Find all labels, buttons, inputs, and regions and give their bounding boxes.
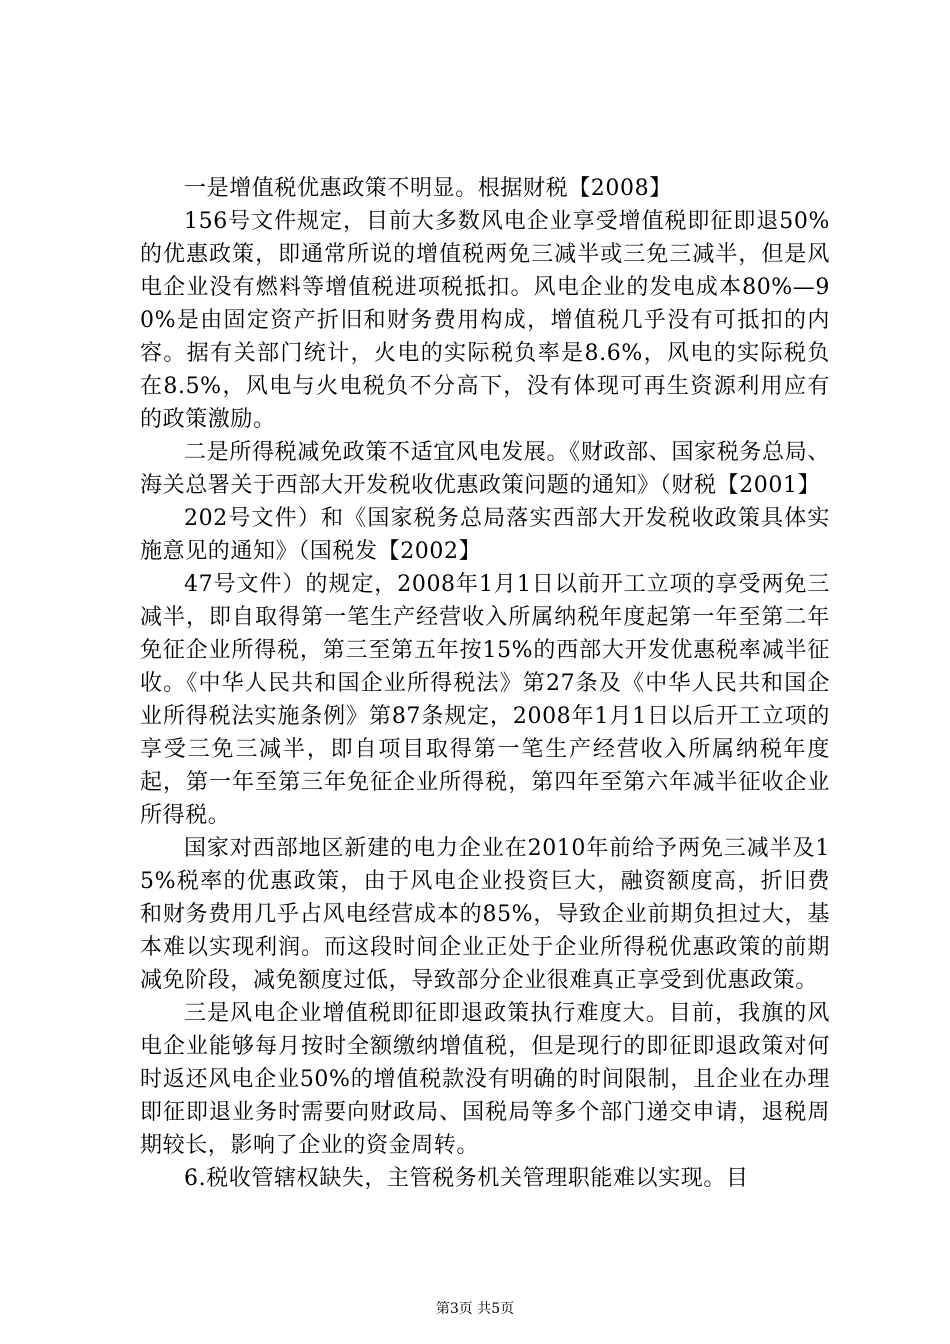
- paragraph-3: 二是所得税减免政策不适宜风电发展。《财政部、国家税务总局、海关总署关于西部大开发税收优惠政策问题的通知》（财税【2001】: [140, 440, 830, 498]
- paragraph-8: 6.税收管辖权缺失，主管税务机关管理职能难以实现。目: [184, 1166, 749, 1191]
- body-text: [140, 172, 830, 1195]
- paragraph-1: 一是增值税优惠政策不明显。根据财税【2008】: [184, 176, 672, 201]
- paragraph-4: 202号文件）和《国家税务总局落实西部大开发税收政策具体实施意见的通知》（国税发【2002】: [140, 506, 830, 564]
- page-footer: 第3页 共5页: [435, 1301, 515, 1317]
- paragraph-6: 国家对西部地区新建的电力企业在2010年前给予两免三减半及15%税率的优惠政策，由于风电企业投资巨大，融资额度高，折旧费和财务费用几乎占风电经营成本的85%，导致企业前期负担过大，基本难以实现利润。而这段时间企业正处于企业所得税优惠政策的前期减免阶段，减免额度过低，导致部分企业很难真正享受到优惠政策。: [140, 836, 830, 993]
- paragraph-2: 156号文件规定，目前大多数风电企业享受增值税即征即退50%的优惠政策，即通常所说的增值税两免三减半或三免三减半，但是风电企业没有燃料等增值税进项税抵扣。风电企业的发电成本80%—90%是由固定资产折旧和财务费用构成，增值税几乎没有可抵扣的内容。据有关部门统计，火电的实际税负率是8.6%，风电的实际税负在8.5%，风电与火电税负不分高下，没有体现可再生资源利用应有的政策激励。: [140, 209, 830, 432]
- paragraph-5: 47号文件）的规定，2008年1月1日以前开工立项的享受两免三减半，即自取得第一笔生产经营收入所属纳税年度起第一年至第二年免征企业所得税，第三至第五年按15%的西部大开发优惠税率减半征收。《中华人民共和国企业所得税法》第27条及《中华人民共和国企业所得税法实施条例》第87条规定，2008年1月1日以后开工立项的享受三免三减半，即自项目取得第一笔生产经营收入所属纳税年度起，第一年至第三年免征企业所得税，第四年至第六年减半征收企业所得税。: [140, 572, 830, 828]
- paragraph-7: 三是风电企业增值税即征即退政策执行难度大。目前，我旗的风电企业能够每月按时全额缴纳增值税，但是现行的即征即退政策对何时返还风电企业50%的增值税款没有明确的时间限制，且企业在办理即征即退业务时需要向财政局、国税局等多个部门递交申请，退税周期较长，影响了企业的资金周转。: [140, 1001, 830, 1158]
